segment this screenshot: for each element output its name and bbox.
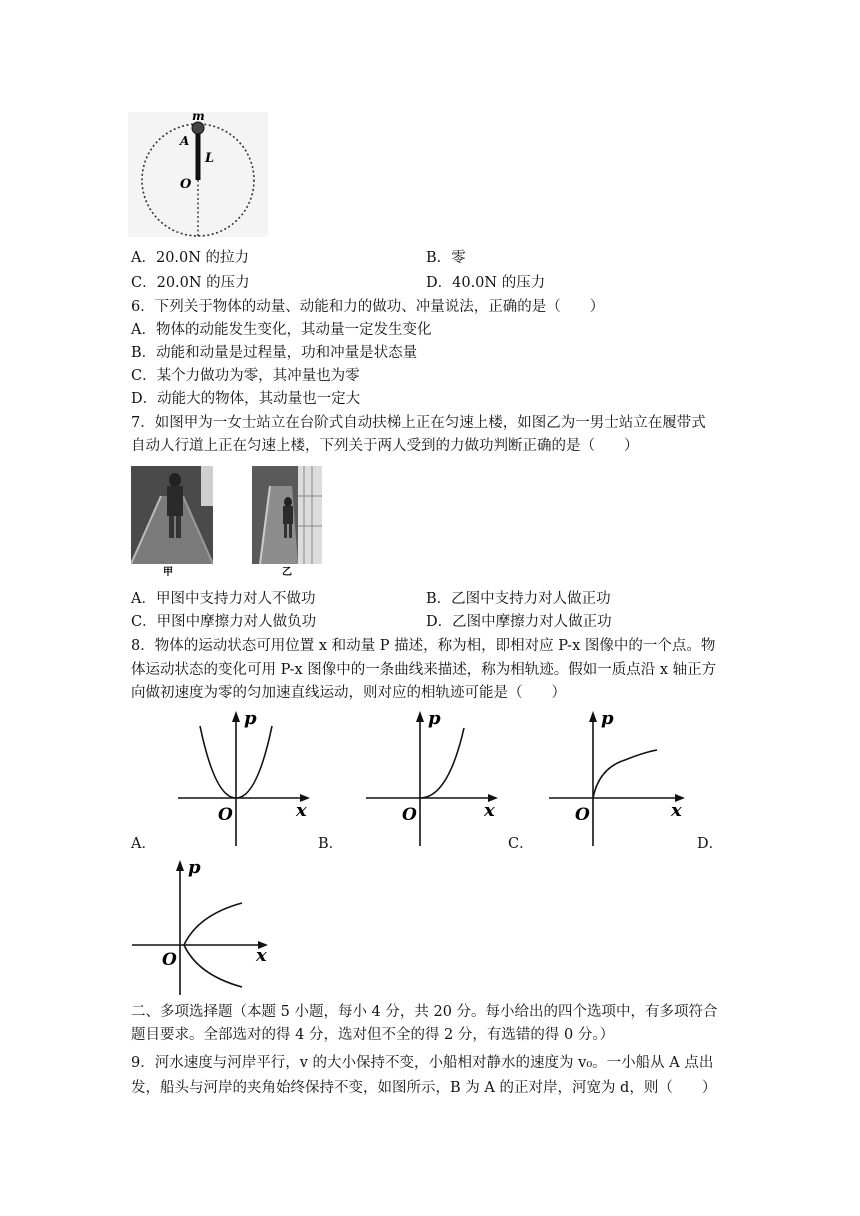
q5-option-d: D．40.0N 的压力 [426,275,546,291]
q6-stem: 6．下列关于物体的动量、动能和力的做功、冲量说法，正确的是（ ） [131,299,605,315]
label-a: A [180,134,190,148]
graph-c-p-label: p [601,708,614,729]
graph-a [170,708,315,848]
circle-rod-figure [128,112,268,237]
graph-b [358,708,503,848]
graph-d-x-label: x [256,945,267,966]
graph-c-x-label: x [671,800,682,821]
walkway-photo [252,466,322,576]
q6-option-a: A．物体的动能发生变化，其动量一定发生变化 [131,322,432,338]
escalator-photo [131,466,213,576]
graph-a-p-label: p [244,708,257,729]
graph-b-x-label: x [484,800,495,821]
q8-option-c-letter: C． [508,836,534,852]
q9-line2: 发，船头与河岸的夹角始终保持不变，如图所示，B 为 A 的正对岸，河宽为 d，则（ ） [131,1080,717,1096]
label-m: m [192,112,205,123]
q6-option-d: D．动能大的物体，其动量也一定大 [131,391,361,407]
section2-line1: 二、多项选择题（本题 5 小题，每小 4 分，共 20 分。每小给出的四个选项中，有多项符合 [131,1004,718,1020]
graph-d [128,857,273,997]
q8-option-b-letter: B． [318,836,344,852]
photo-label-yi: 乙 [282,567,292,576]
q7-stem-line1: 7．如图甲为一女士站立在台阶式自动扶梯上正在匀速上楼，如图乙为一男士站立在履带式 [131,415,706,431]
q5-option-a: A．20.0N 的拉力 [131,250,250,266]
q8-option-d-letter: D． [697,836,724,852]
q7-stem-line2: 自动人行道上正在匀速上楼，下列关于两人受到的力做功判断正确的是（ ） [131,438,639,454]
graph-a-x-label: x [296,800,307,821]
q7-option-a: A．甲图中支持力对人不做功 [131,591,316,607]
graph-c-o-label: O [575,805,590,825]
photo-label-jia: 甲 [163,567,173,576]
graph-b-p-label: p [428,708,441,729]
graph-b-o-label: O [402,805,417,825]
q5-option-c: C．20.0N 的压力 [131,275,250,291]
label-o: O [180,177,192,192]
q7-option-b: B．乙图中支持力对人做正功 [426,591,611,607]
q8-option-a-letter: A． [131,836,156,852]
q9-line1: 9．河水速度与河岸平行，v 的大小保持不变，小船相对静水的速度为 v₀。一小船从 A 点出 [131,1055,714,1071]
q6-option-b: B．动能和动量是过程量，功和冲量是状态量 [131,345,418,361]
section2-line2: 题目要求。全部选对的得 4 分，选对但不全的得 2 分，有选错的得 0 分。） [131,1027,615,1043]
graph-c [545,708,690,848]
graph-d-p-label: p [188,857,201,878]
q6-option-c: C．某个力做功为零，其冲量也为零 [131,368,360,384]
q8-stem-line2: 体运动状态的变化可用 P-x 图像中的一条曲线来描述，称为相轨迹。假如一质点沿 x 轴正方 [131,662,717,678]
q7-option-d: D．乙图中摩擦力对人做正功 [426,614,612,630]
graph-a-o-label: O [218,805,233,825]
q7-option-c: C．甲图中摩擦力对人做负功 [131,614,317,630]
graph-d-o-label: O [162,950,177,970]
q8-stem-line1: 8．物体的运动状态可用位置 x 和动量 P 描述，称为相，即相对应 P-x 图像中的一个点。物 [131,638,716,654]
q5-option-b: B．零 [426,250,466,266]
label-l: L [205,151,215,166]
q8-stem-line3: 向做初速度为零的匀加速直线运动，则对应的相轨迹可能是（ ） [131,685,566,701]
